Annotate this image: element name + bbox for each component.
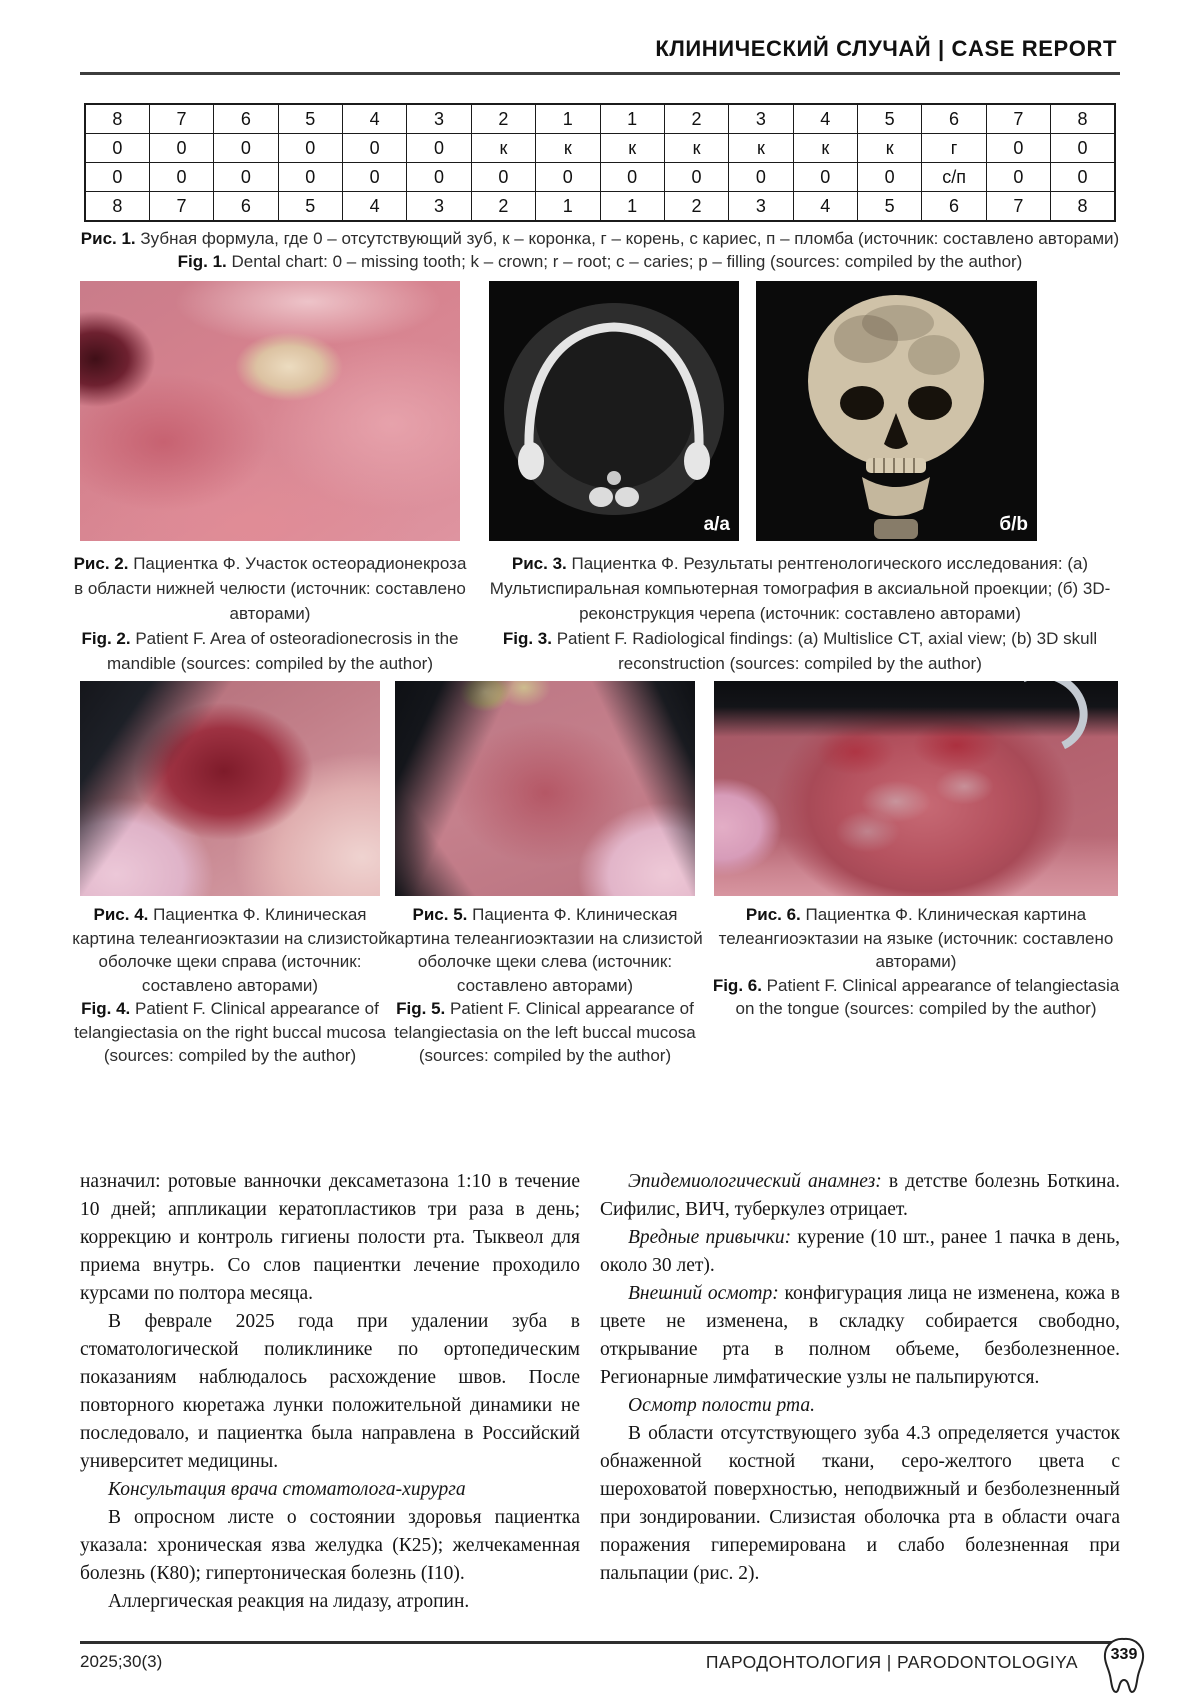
figure6-caption-ru: Пациентка Ф. Клиническая картина телеангиоэктазии на языке (источник: составлено авторами)	[718, 905, 1114, 971]
tooth-cell: 8	[85, 192, 149, 222]
tooth-cell: 6	[922, 104, 986, 134]
footer-rule	[80, 1641, 1120, 1644]
figure1-caption-en-lead: Fig. 1.	[177, 252, 227, 271]
tooth-cell: 1	[536, 192, 600, 222]
table-row	[85, 163, 1115, 192]
tooth-cell: 0	[986, 134, 1050, 163]
paragraph-subheading	[80, 1476, 580, 1504]
figure3-caption-en-lead: Fig. 3.	[502, 629, 552, 648]
tooth-cell: к	[729, 134, 793, 163]
paragraph-lead: Эпидемиологический анамнез:	[628, 1171, 882, 1192]
tooth-cell: 0	[600, 163, 664, 192]
skull-drawing	[756, 281, 1037, 541]
tooth-cell: к	[664, 134, 728, 163]
figure5-caption-ru-lead: Рис. 5.	[412, 905, 468, 924]
tooth-cell: 3	[729, 192, 793, 222]
figure4-caption	[65, 903, 395, 1068]
page-number: 339	[1110, 1646, 1138, 1663]
figure4-caption-en: Patient F. Clinical appearance of telangiectasia on the right buccal mucosa (sources: compiled by the author)	[74, 999, 386, 1065]
tooth-cell: 0	[214, 163, 278, 192]
tooth-cell: 1	[600, 104, 664, 134]
page-header-title: КЛИНИЧЕСКИЙ СЛУЧАЙ | CASE REPORT	[655, 36, 1117, 61]
tooth-cell: 0	[278, 134, 342, 163]
tooth-cell: 0	[986, 163, 1050, 192]
tooth-cell: 0	[471, 163, 535, 192]
paragraph	[600, 1280, 1120, 1392]
figure4-image-right-buccal-mucosa	[80, 681, 380, 896]
table-row	[85, 192, 1115, 222]
figure5-caption-ru: Пациента Ф. Клиническая картина телеангиоэктазии на слизистой оболочке щеки слева (источник: составлено авторами)	[387, 905, 703, 995]
figure3b-image-3d-skull	[756, 281, 1037, 541]
tooth-cell: 1	[600, 192, 664, 222]
tooth-icon	[1092, 1634, 1156, 1696]
figure1-caption-ru-lead: Рис. 1.	[80, 229, 136, 248]
paragraph-text: В опросном листе о состоянии здоровья пациентка указала: хроническая язва желудка (К25); желчекаменная болезнь (К80); гипертоническая болезнь (I10).	[80, 1507, 580, 1584]
tooth-cell: 2	[471, 192, 535, 222]
figure6-caption-en-lead: Fig. 6.	[712, 975, 762, 995]
tooth-cell: 0	[858, 163, 922, 192]
tooth-cell: с/п	[922, 163, 986, 192]
figure2-caption	[70, 551, 470, 676]
body-column-right	[600, 1168, 1120, 1588]
tooth-cell: 0	[278, 163, 342, 192]
figure5-caption-en: Patient F. Clinical appearance of telangiectasia on the left buccal mucosa (sources: compiled by the author)	[394, 999, 696, 1065]
dental-chart-table	[84, 103, 1116, 222]
tooth-cell: 4	[343, 104, 407, 134]
footer-journal-title: ПАРОДОНТОЛОГИЯ | PARODONTOLOGIYA	[705, 1652, 1078, 1672]
tooth-cell: 7	[986, 192, 1050, 222]
figure4-caption-ru: Пациентка Ф. Клиническая картина телеангиоэктазии на слизистой оболочке щеки справа (источник: составлено авторами)	[72, 905, 388, 995]
table-row	[85, 104, 1115, 134]
paragraph	[80, 1504, 580, 1588]
tooth-cell: 0	[536, 163, 600, 192]
tooth-cell: 2	[664, 192, 728, 222]
figure2-caption-ru-lead: Рис. 2.	[73, 554, 129, 573]
figure6-image-tongue	[714, 681, 1118, 896]
tooth-cell: 0	[407, 163, 471, 192]
tooth-cell: 4	[793, 104, 857, 134]
tooth-cell: 6	[214, 192, 278, 222]
header-rule	[80, 72, 1120, 75]
figure5-caption	[380, 903, 710, 1068]
tooth-cell: 8	[1051, 104, 1115, 134]
tooth-cell: г	[922, 134, 986, 163]
tooth-cell: 2	[471, 104, 535, 134]
tooth-cell: 1	[536, 104, 600, 134]
tooth-cell: 5	[278, 192, 342, 222]
footer-issue: 2025;30(3)	[80, 1652, 163, 1671]
figure3-caption-ru: Пациентка Ф. Результаты рентгенологического исследования: (а) Мультиспиральная компьютерная томография в аксиальной проекции; (б) 3D-реконструкция черепа (источник: составлено авторами)	[489, 554, 1111, 623]
paragraph-text: В феврале 2025 года при удалении зуба в стоматологической поликлинике по ортопедическим показаниям наблюдалось расхождение швов. После повторного кюретажа лунки положительной динамики не последовало, и пациентка была направлена в Российский университет медицины.	[80, 1311, 580, 1472]
tooth-cell: к	[471, 134, 535, 163]
tooth-cell: 0	[85, 163, 149, 192]
figure6-caption-ru-lead: Рис. 6.	[745, 905, 801, 924]
figure3-caption-en: Patient F. Radiological findings: (a) Multislice CT, axial view; (b) 3D skull reconstruction (sources: compiled by the author)	[551, 629, 1098, 673]
paragraph-text: курение (10 шт., ранее 1 пачка в день, около 30 лет).	[600, 1227, 1120, 1276]
tooth-cell: 3	[407, 104, 471, 134]
figure3a-label: а/a	[703, 514, 730, 535]
paragraph	[80, 1168, 580, 1308]
body-column-left	[80, 1168, 580, 1616]
tooth-cell: 0	[1051, 163, 1115, 192]
paragraph-italic-text: Консультация врача стоматолога-хирурга	[108, 1479, 466, 1500]
tooth-cell: к	[793, 134, 857, 163]
figure6-caption	[705, 903, 1127, 1021]
tooth-cell: 4	[793, 192, 857, 222]
tooth-cell: 0	[729, 163, 793, 192]
paragraph-lead: Внешний осмотр:	[628, 1283, 779, 1304]
figure4-caption-ru-lead: Рис. 4.	[93, 905, 149, 924]
figure1-caption	[70, 227, 1130, 273]
paragraph	[600, 1224, 1120, 1280]
paragraph-italic-text: Осмотр полости рта.	[628, 1395, 815, 1416]
figure5-image-left-buccal-mucosa	[395, 681, 695, 896]
tooth-cell: 0	[793, 163, 857, 192]
figure3-caption	[478, 551, 1122, 676]
paragraph-text: конфигурация лица не изменена, кожа в цвете не изменена, в складку собирается свободно, открывание рта в полном объеме, безболезненное. Регионарные лимфатические узлы не пальпируются.	[600, 1283, 1121, 1388]
figure2-caption-en-lead: Fig. 2.	[81, 629, 131, 648]
figure6-caption-en: Patient F. Clinical appearance of telangiectasia on the tongue (sources: compiled by the author)	[735, 975, 1120, 1018]
paragraph	[600, 1420, 1120, 1588]
tooth-cell: 8	[85, 104, 149, 134]
tooth-cell: к	[858, 134, 922, 163]
tooth-cell: 0	[343, 134, 407, 163]
figure1-caption-en: Dental chart: 0 – missing tooth; k – crown; r – root; c – caries; p – filling (sources: compiled by the author)	[226, 252, 1023, 271]
paragraph-subheading	[600, 1392, 1120, 1420]
figure4-caption-en-lead: Fig. 4.	[81, 999, 131, 1018]
tooth-cell: 0	[149, 163, 213, 192]
paragraph-text: в детстве болезнь Боткина. Сифилис, ВИЧ, туберкулез отрицает.	[600, 1171, 1121, 1220]
tooth-cell: 5	[858, 192, 922, 222]
figure3b-label: б/b	[999, 514, 1028, 535]
tooth-cell: 3	[729, 104, 793, 134]
tooth-cell: к	[536, 134, 600, 163]
paragraph-text: Аллергическая реакция на лидазу, атропин.	[108, 1591, 470, 1612]
tooth-cell: 0	[149, 134, 213, 163]
figure3-caption-ru-lead: Рис. 3.	[511, 554, 567, 573]
figure2-caption-ru: Пациентка Ф. Участок остеорадионекроза в области нижней челюсти (источник: составлено авторами)	[74, 554, 467, 623]
tooth-cell: 7	[149, 104, 213, 134]
tooth-cell: 8	[1051, 192, 1115, 222]
paragraph-text: назначил: ротовые ванночки дексаметазона 1:10 в течение 10 дней; аппликации кератопластиков три раза в день; коррекцию и контроль гигиены полости рта. Тыквеол для приема внутрь. Со слов пациентки лечение проходило курсами по полтора месяца.	[80, 1171, 580, 1304]
tooth-cell: 6	[214, 104, 278, 134]
tooth-cell: 7	[986, 104, 1050, 134]
tooth-cell: 5	[858, 104, 922, 134]
page-number-tooth-icon	[1092, 1634, 1156, 1696]
tooth-cell: к	[600, 134, 664, 163]
tooth-cell: 2	[664, 104, 728, 134]
tooth-cell: 3	[407, 192, 471, 222]
tooth-cell: 0	[664, 163, 728, 192]
figure3a-image-ct-axial	[489, 281, 739, 541]
figure1-caption-ru: Зубная формула, где 0 – отсутствующий зуб, к – коронка, г – корень, с кариес, п – пломба (источник: составлено авторами)	[135, 229, 1120, 248]
tooth-cell: 0	[1051, 134, 1115, 163]
tooth-cell: 4	[343, 192, 407, 222]
paragraph	[80, 1308, 580, 1476]
ct-scan-drawing	[489, 281, 739, 541]
paragraph	[600, 1168, 1120, 1224]
tooth-cell: 6	[922, 192, 986, 222]
tooth-cell: 0	[214, 134, 278, 163]
tooth-cell: 0	[85, 134, 149, 163]
figure2-caption-en: Patient F. Area of osteoradionecrosis in the mandible (sources: compiled by the author)	[107, 629, 459, 673]
paragraph-lead: Вредные привычки:	[628, 1227, 792, 1248]
figure2-image-osteoradionecrosis	[80, 281, 460, 541]
tooth-cell: 5	[278, 104, 342, 134]
figure5-caption-en-lead: Fig. 5.	[396, 999, 446, 1018]
tooth-cell: 0	[407, 134, 471, 163]
table-row	[85, 134, 1115, 163]
paragraph-text: В области отсутствующего зуба 4.3 определяется участок обнаженной костной ткани, серо-желтого цвета с шероховатой поверхностью, неподвижный и безболезненный при зондировании. Слизистая оболочка рта в области очага поражения гиперемирована и слабо болезненная при пальпации (рис. 2).	[600, 1423, 1120, 1584]
retractor-hook-shape	[988, 681, 1099, 765]
tooth-cell: 0	[343, 163, 407, 192]
paragraph	[80, 1588, 580, 1616]
tooth-cell: 7	[149, 192, 213, 222]
